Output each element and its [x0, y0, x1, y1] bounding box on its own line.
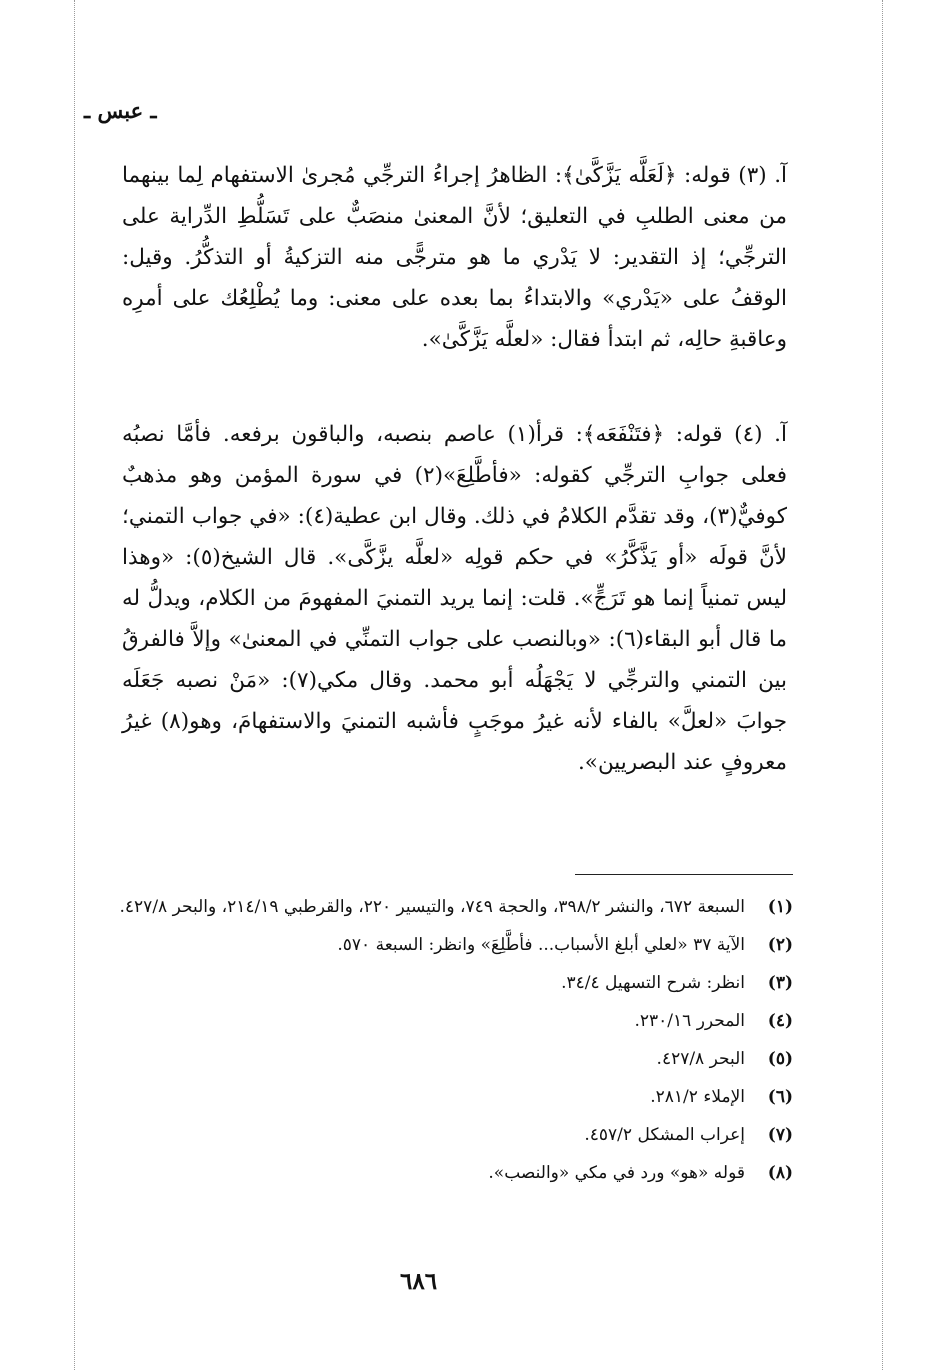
paragraph-verse-4: آ. (٤) قوله: ﴿فتَنْفَعَه﴾: قرأ(١) عاصم بنصبه، والباقون برفعه. فأمَّا نصبُه فعلى جوابِ الترجِّي كقوله: «فأطَّلِعَ»(٢) في سورة المؤمن وهو مذهبٌ كوفيٌّ(٣)، وقد تقدَّم الكلامُ في ذلك. وقال ابن عطية(٤): «في جواب التمني؛ لأنَّ قولَه «أو يَذَّكَّرُ» في حكم قولِه «لعلَّه يزَّكَّى». قال الشيخ(٥): «وهذا ليس تمنياً إنما هو تَرَجٍّ». قلت: إنما يريد التمنيَ المفهومَ من الكلام، ويدلُّ له ما قال أبو البقاء(٦): «وبالنصب على جواب التمنِّي في المعنىٰ» وإلاَّ فالفرقُ بين التمني والترجِّي لا يَجْهَلُه أبو محمد. وقال مكي(٧): «مَنْ نصبه جَعَلَه جوابَ «لعلَّ» بالفاء لأنه غيرُ موجَبٍ فأشبه التمنيَ والاستفهامَ، وهو(٨) غيرُ معروفٍ عند البصريين». — [122, 422, 788, 775]
footnote-item — [113, 926, 793, 964]
footnote-text: الإملاء ٢٨١/٢. — [650, 1087, 745, 1107]
running-header: ـ عبس ـ — [84, 98, 157, 123]
footnote-number: (٤) — [767, 1011, 793, 1031]
footnote-text: المحرر ٢٣٠/١٦. — [634, 1011, 745, 1031]
footnote-text: البحر ٤٢٧/٨. — [656, 1049, 745, 1069]
footnote-number: (٧) — [767, 1125, 793, 1145]
right-margin-dotted-line — [882, 0, 883, 1370]
footnote-item — [113, 888, 793, 926]
footnote-number: (٦) — [767, 1087, 793, 1107]
page-number: ٦٨٦ — [400, 1268, 438, 1295]
footnote-item — [113, 1078, 793, 1116]
footnote-number: (٣) — [767, 973, 793, 993]
footnote-number: (٢) — [767, 935, 793, 955]
left-margin-dotted-line — [74, 0, 75, 1370]
footnote-item — [113, 1154, 793, 1192]
footnote-number: (٥) — [767, 1049, 793, 1069]
footnote-text: انظر: شرح التسهيل ٣٤/٤. — [561, 973, 745, 993]
footnote-item — [113, 1040, 793, 1078]
footnote-item — [113, 1002, 793, 1040]
footnote-item — [113, 964, 793, 1002]
footnote-text: الآية ٣٧ «لعلي أبلغ الأسباب... فأطَّلِعَ» وانظر: السبعة ٥٧٠. — [337, 935, 745, 955]
footnote-item — [113, 1116, 793, 1154]
footnotes — [113, 888, 793, 1192]
footnote-number: (٨) — [767, 1163, 793, 1183]
footnote-text: قوله «هو» ورد في مكي «والنصب». — [488, 1163, 745, 1183]
footnote-text: السبعة ٦٧٢، والنشر ٣٩٨/٢، والحجة ٧٤٩، والتيسير ٢٢٠، والقرطبي ٢١٤/١٩، والبحر ٤٢٧/٨. — [119, 897, 745, 917]
paragraph-verse-3: آ. (٣) قوله: ﴿لَعَلَّه يَزَّكَّىٰ﴾: الظاهرُ إجراءُ الترجِّي مُجرىٰ الاستفهام لِما بينهما من معنى الطلبِ في التعليق؛ لأنَّ المعنىٰ منصَبٌّ على تَسَلُّطِ الدِّراية على الترجِّي؛ إذ التقدير: لا يَدْري ما هو مترجًّى منه التزكيةُ أو التذكُّرُ. وقيل: الوقفُ على «يَدْري» والابتداءُ بما بعده على معنى: وما يُطْلِعُك على أمرِه وعاقبةِ حالِه، ثم ابتدأ فقال: «لعلَّه يَزَّكَّىٰ». — [122, 163, 787, 352]
footnote-separator — [575, 874, 793, 875]
footnote-number: (١) — [767, 897, 793, 917]
footnote-text: إعراب المشكل ٤٥٧/٢. — [584, 1125, 745, 1145]
